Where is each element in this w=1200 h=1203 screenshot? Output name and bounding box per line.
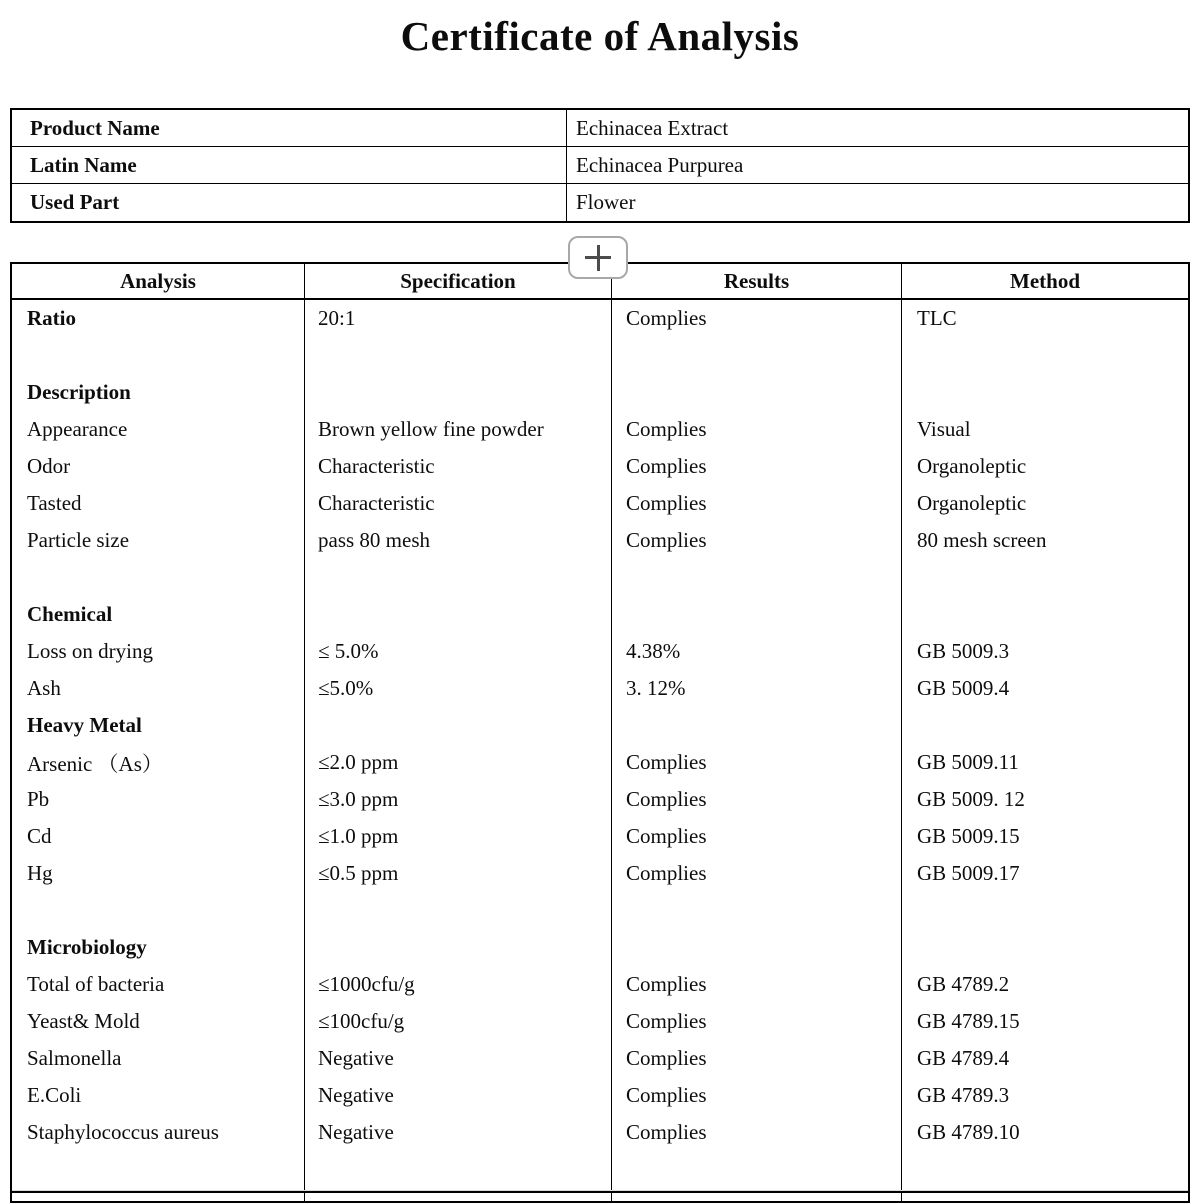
table-row bbox=[12, 1077, 1188, 1114]
insert-table-row-button[interactable] bbox=[568, 236, 628, 279]
method-cell: 80 mesh screen bbox=[917, 528, 1047, 552]
analysis-cell: Ratio bbox=[12, 300, 305, 337]
results-cell: Complies bbox=[612, 522, 902, 559]
table-row bbox=[12, 300, 1188, 337]
table-row bbox=[12, 485, 1188, 522]
method-cell: GB 5009.17 bbox=[917, 861, 1020, 885]
table-row bbox=[12, 596, 1188, 633]
analysis-cell bbox=[12, 892, 305, 929]
analysis-cell: Particle size bbox=[12, 522, 305, 559]
info-value: Echinacea Purpurea bbox=[576, 152, 744, 177]
analysis-cell: Cd bbox=[12, 818, 305, 855]
column-header-method: Method bbox=[1010, 268, 1080, 293]
method-cell: GB 4789.4 bbox=[917, 1046, 1010, 1070]
results-cell: Complies bbox=[612, 781, 902, 818]
analysis-cell: Heavy Metal bbox=[12, 707, 305, 744]
specification-cell: ≤1.0 ppm bbox=[305, 818, 612, 855]
analysis-cell: Description bbox=[12, 374, 305, 411]
method-cell bbox=[902, 892, 1188, 929]
results-cell bbox=[612, 707, 902, 744]
method-cell: TLC bbox=[917, 306, 957, 330]
analysis-cell: E.Coli bbox=[12, 1077, 305, 1114]
results-cell: Complies bbox=[612, 966, 902, 1003]
method-cell: GB 5009.11 bbox=[917, 750, 1019, 774]
table-row bbox=[12, 781, 1188, 818]
method-cell bbox=[902, 929, 1188, 966]
analysis-cell: Tasted bbox=[12, 485, 305, 522]
analysis-cell: Loss on drying bbox=[12, 633, 305, 670]
table-row bbox=[12, 707, 1188, 744]
method-cell bbox=[902, 559, 1188, 596]
table-row bbox=[12, 1114, 1188, 1151]
results-cell: Complies bbox=[612, 818, 902, 855]
specification-cell bbox=[305, 374, 612, 411]
results-cell bbox=[612, 596, 902, 633]
info-label: Used Part bbox=[12, 184, 567, 221]
analysis-cell: Microbiology bbox=[12, 929, 305, 966]
results-cell: Complies bbox=[612, 485, 902, 522]
table-row bbox=[12, 448, 1188, 485]
column-header-results: Results bbox=[612, 264, 902, 298]
results-cell: Complies bbox=[612, 1040, 902, 1077]
specification-cell: pass 80 mesh bbox=[305, 522, 612, 559]
analysis-cell: Appearance bbox=[12, 411, 305, 448]
analysis-cell: Ash bbox=[12, 670, 305, 707]
specification-cell: ≤100cfu/g bbox=[305, 1003, 612, 1040]
analysis-cell: Yeast& Mold bbox=[12, 1003, 305, 1040]
results-cell: Complies bbox=[612, 855, 902, 892]
specification-cell bbox=[305, 929, 612, 966]
method-cell bbox=[902, 596, 1188, 633]
method-cell: GB 5009.3 bbox=[917, 639, 1010, 663]
specification-cell bbox=[305, 707, 612, 744]
table-row bbox=[12, 744, 1188, 781]
specification-cell: ≤2.0 ppm bbox=[305, 744, 612, 781]
table-spacer-row bbox=[12, 1151, 1188, 1190]
specification-cell: ≤3.0 ppm bbox=[305, 781, 612, 818]
info-value: Echinacea Extract bbox=[576, 115, 729, 140]
product-info-table bbox=[10, 108, 1190, 223]
method-cell bbox=[902, 1151, 1188, 1190]
method-cell bbox=[902, 337, 1188, 374]
method-cell: GB 4789.3 bbox=[917, 1083, 1010, 1107]
results-cell bbox=[612, 337, 902, 374]
analysis-cell: Salmonella bbox=[12, 1040, 305, 1077]
table-row bbox=[12, 374, 1188, 411]
results-cell: Complies bbox=[612, 1003, 902, 1040]
method-cell: Organoleptic bbox=[917, 454, 1027, 478]
method-cell: Visual bbox=[917, 417, 971, 441]
specification-cell bbox=[305, 559, 612, 596]
info-row-used-part bbox=[12, 184, 1188, 221]
specification-cell bbox=[305, 1151, 612, 1190]
analysis-cell bbox=[12, 337, 305, 374]
method-cell bbox=[902, 374, 1188, 411]
table-spacer-row bbox=[12, 559, 1188, 596]
specification-cell: Negative bbox=[305, 1040, 612, 1077]
info-row-latin-name bbox=[12, 147, 1188, 184]
next-row-stub bbox=[12, 1191, 1188, 1201]
specification-cell: ≤1000cfu/g bbox=[305, 966, 612, 1003]
method-cell: GB 5009.15 bbox=[917, 824, 1020, 848]
plus-icon bbox=[585, 245, 611, 271]
analysis-cell bbox=[12, 1151, 305, 1190]
results-cell: 4.38% bbox=[612, 633, 902, 670]
table-row bbox=[12, 411, 1188, 448]
info-row-product-name bbox=[12, 110, 1188, 147]
analysis-cell bbox=[12, 559, 305, 596]
specification-cell: Negative bbox=[305, 1114, 612, 1151]
table-row bbox=[12, 855, 1188, 892]
method-cell: GB 5009.4 bbox=[917, 676, 1010, 700]
page-title: Certificate of Analysis bbox=[400, 13, 800, 59]
specification-cell: Brown yellow fine powder bbox=[305, 411, 612, 448]
results-cell: Complies bbox=[612, 411, 902, 448]
method-cell: GB 4789.15 bbox=[917, 1009, 1020, 1033]
analysis-cell: Arsenic （As） bbox=[12, 744, 305, 781]
analysis-table-body bbox=[12, 300, 1188, 1190]
info-label: Latin Name bbox=[12, 147, 567, 183]
table-row bbox=[12, 966, 1188, 1003]
analysis-table bbox=[10, 262, 1190, 1203]
column-header-analysis: Analysis bbox=[12, 264, 305, 298]
method-cell: GB 5009. 12 bbox=[917, 787, 1025, 811]
results-cell: Complies bbox=[612, 448, 902, 485]
analysis-cell: Pb bbox=[12, 781, 305, 818]
table-spacer-row bbox=[12, 892, 1188, 929]
column-header-specification: Specification bbox=[305, 264, 612, 298]
table-row bbox=[12, 522, 1188, 559]
results-cell bbox=[612, 892, 902, 929]
table-row bbox=[12, 929, 1188, 966]
results-cell bbox=[612, 374, 902, 411]
specification-cell: Negative bbox=[305, 1077, 612, 1114]
info-label: Product Name bbox=[12, 110, 567, 146]
specification-cell bbox=[305, 596, 612, 633]
method-cell bbox=[902, 707, 1188, 744]
analysis-cell: Total of bacteria bbox=[12, 966, 305, 1003]
analysis-cell: Chemical bbox=[12, 596, 305, 633]
table-spacer-row bbox=[12, 337, 1188, 374]
method-cell: GB 4789.2 bbox=[917, 972, 1010, 996]
specification-cell: 20:1 bbox=[305, 300, 612, 337]
method-cell: Organoleptic bbox=[917, 491, 1027, 515]
table-row bbox=[12, 1003, 1188, 1040]
table-row bbox=[12, 818, 1188, 855]
analysis-cell: Odor bbox=[12, 448, 305, 485]
method-cell: GB 4789.10 bbox=[917, 1120, 1020, 1144]
results-cell: Complies bbox=[612, 1114, 902, 1151]
results-cell: 3. 12% bbox=[612, 670, 902, 707]
table-row bbox=[12, 633, 1188, 670]
info-value: Flower bbox=[576, 190, 636, 214]
table-row bbox=[12, 1040, 1188, 1077]
specification-cell: ≤5.0% bbox=[305, 670, 612, 707]
results-cell bbox=[612, 559, 902, 596]
table-row bbox=[12, 670, 1188, 707]
specification-cell: Characteristic bbox=[305, 485, 612, 522]
results-cell: Complies bbox=[612, 744, 902, 781]
specification-cell bbox=[305, 337, 612, 374]
results-cell bbox=[612, 929, 902, 966]
specification-cell: ≤0.5 ppm bbox=[305, 855, 612, 892]
specification-cell: Characteristic bbox=[305, 448, 612, 485]
specification-cell bbox=[305, 892, 612, 929]
analysis-cell: Staphylococcus aureus bbox=[12, 1114, 305, 1151]
specification-cell: ≤ 5.0% bbox=[305, 633, 612, 670]
results-cell: Complies bbox=[612, 300, 902, 337]
results-cell bbox=[612, 1151, 902, 1190]
results-cell: Complies bbox=[612, 1077, 902, 1114]
analysis-cell: Hg bbox=[12, 855, 305, 892]
